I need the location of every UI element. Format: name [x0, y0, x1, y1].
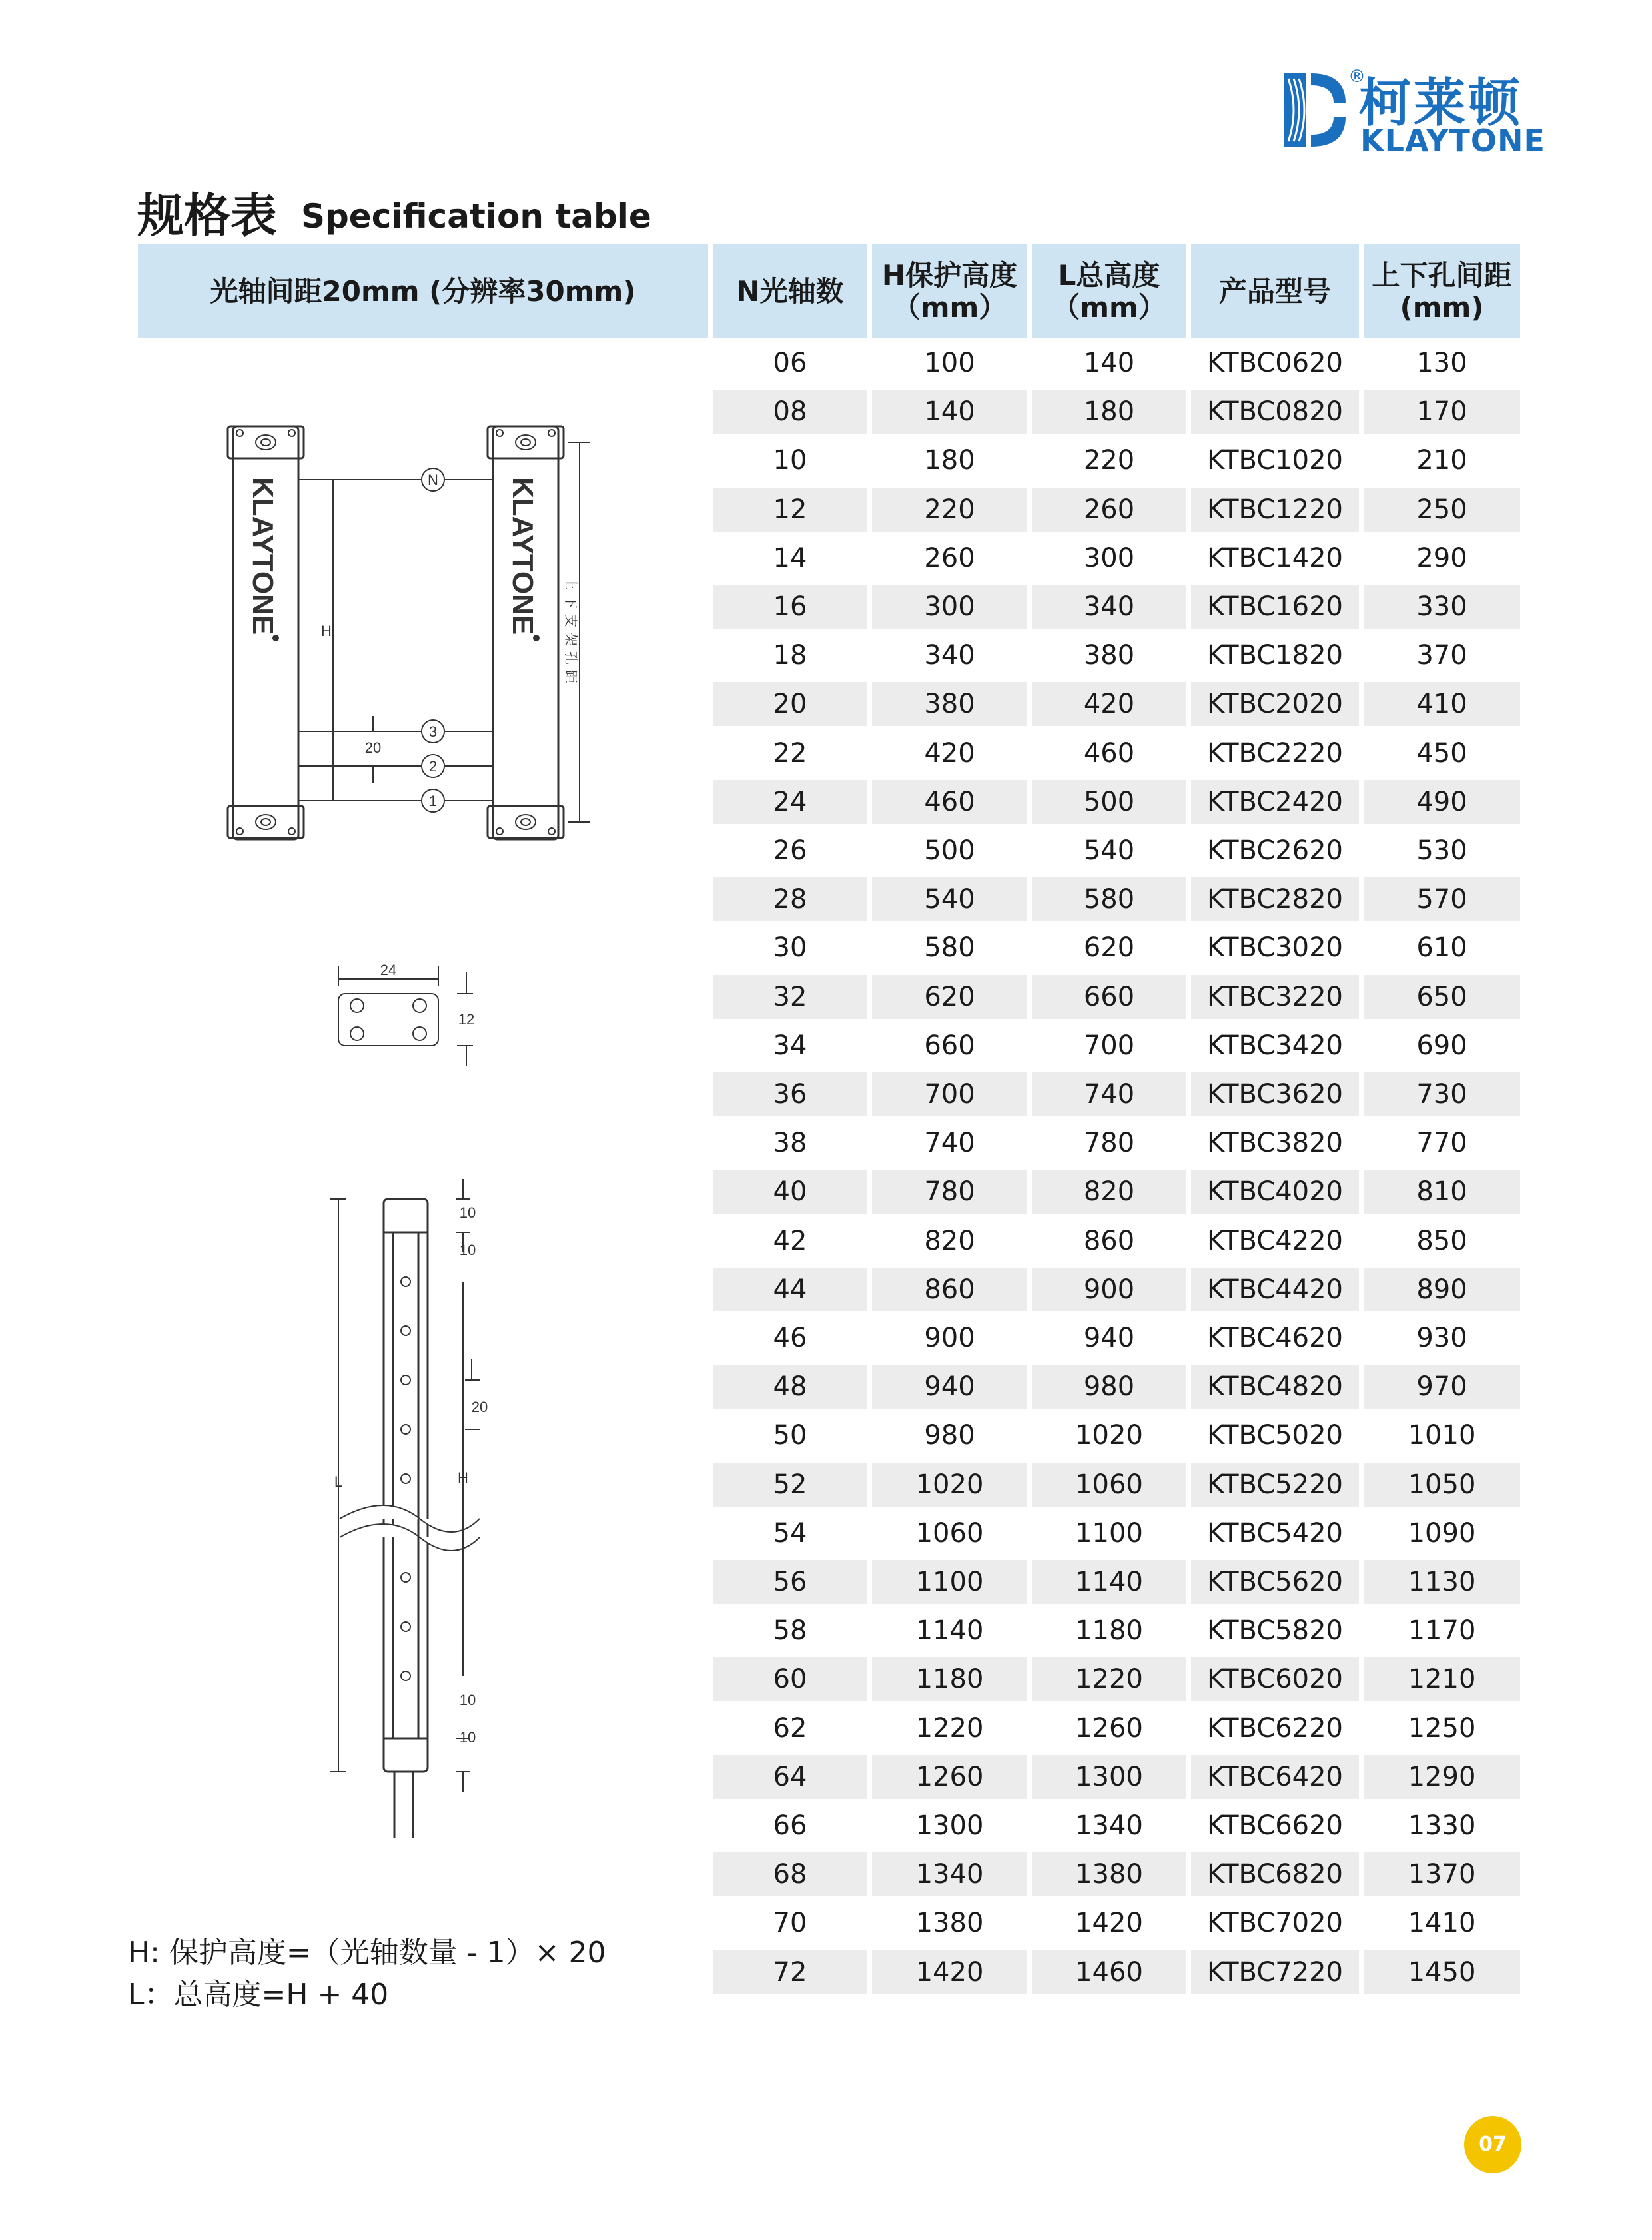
bottom-end-dim-2: 10 [459, 1729, 476, 1746]
table-row [713, 1413, 1520, 1457]
left-bottom-bracket [228, 806, 304, 838]
cell-total-height: 1180 [1075, 1615, 1143, 1647]
cell-model: KTBC5220 [1191, 1463, 1359, 1507]
cell-hole-spacing: 170 [1364, 390, 1520, 434]
cell-axis-count: 70 [773, 1908, 807, 1939]
cell-hole-spacing: 130 [1416, 348, 1467, 378]
cell-total-height: 1300 [1032, 1755, 1186, 1799]
formula-h: H: 保护高度=（光轴数量 - 1）× 20 [128, 1936, 606, 1970]
top-end-dim-2: 10 [459, 1242, 476, 1258]
cell-hole-spacing: 1330 [1408, 1810, 1476, 1841]
cell-total-height: 300 [1083, 542, 1135, 573]
cell-protection-height: 940 [872, 1365, 1027, 1409]
side-profile-diagram [320, 1172, 500, 1845]
cell-total-height: 420 [1032, 682, 1186, 726]
bracket-body [338, 994, 438, 1046]
cell-axis-count: 42 [773, 1225, 807, 1256]
cell-hole-spacing: 1290 [1364, 1755, 1520, 1799]
cell-total-height: 140 [1083, 348, 1135, 378]
cell-protection-height: 1020 [872, 1463, 1027, 1507]
cell-hole-spacing: 1250 [1408, 1712, 1476, 1744]
bracket-height-label: 12 [458, 1011, 475, 1028]
cell-total-height: 700 [1083, 1030, 1135, 1061]
pitch-label: 20 [364, 739, 382, 756]
cell-axis-count: 52 [713, 1463, 867, 1507]
cell-hole-spacing: 890 [1364, 1268, 1520, 1311]
right-bottom-bracket [488, 806, 564, 838]
cell-protection-height: 1180 [872, 1657, 1027, 1701]
cell-model: KTBC2020 [1191, 682, 1359, 726]
table-row [713, 780, 1520, 824]
cell-axis-count: 62 [773, 1712, 807, 1744]
table-row [713, 1901, 1520, 1945]
cell-model: KTBC1220 [1191, 488, 1359, 532]
cell-model: KTBC4620 [1206, 1323, 1344, 1353]
cell-total-height: 1020 [1075, 1420, 1143, 1451]
cell-total-height: 900 [1032, 1268, 1186, 1311]
cell-model: KTBC5620 [1191, 1560, 1359, 1604]
cell-model: KTBC4220 [1206, 1225, 1344, 1256]
cell-protection-height: 220 [872, 488, 1027, 532]
cell-hole-spacing: 1210 [1364, 1657, 1520, 1701]
cell-total-height: 940 [1083, 1323, 1135, 1353]
cell-total-height: 740 [1032, 1072, 1186, 1116]
header-total-height-label: L总高度 [1058, 258, 1160, 292]
cell-axis-count: 16 [713, 585, 867, 629]
table-row [713, 1219, 1520, 1263]
header-model-label: 产品型号 [1218, 274, 1331, 308]
left-top-bracket [228, 426, 304, 458]
cell-protection-height: 380 [872, 682, 1027, 726]
header-axis-count [713, 244, 867, 338]
cell-axis-count: 34 [773, 1030, 807, 1061]
cell-protection-height: 140 [872, 390, 1027, 434]
cell-model: KTBC6220 [1206, 1712, 1344, 1744]
top-end-dim-1: 10 [459, 1204, 476, 1221]
cell-protection-height: 900 [924, 1323, 975, 1353]
table-row [713, 633, 1520, 677]
formula-l: L：总高度=H + 40 [128, 1978, 389, 2012]
cell-model: KTBC6820 [1191, 1852, 1359, 1896]
cell-total-height: 260 [1032, 488, 1186, 532]
cell-hole-spacing: 210 [1416, 445, 1467, 476]
cell-total-height: 820 [1032, 1170, 1186, 1214]
hole-spacing-label: 上下支架孔距 [563, 577, 579, 689]
table-row [713, 975, 1520, 1019]
bottom-end-dim-1: 10 [459, 1692, 476, 1708]
cell-protection-height: 1380 [915, 1908, 984, 1939]
cell-model: KTBC4820 [1191, 1365, 1359, 1409]
brand-name-en: KLAYTONE [1360, 123, 1545, 159]
cell-hole-spacing: 330 [1364, 585, 1520, 629]
page-title-zh: 规格表 [137, 188, 277, 243]
header-protection-height [872, 244, 1027, 338]
table-row [713, 1365, 1520, 1409]
cell-protection-height: 180 [924, 445, 975, 476]
cell-model: KTBC0620 [1206, 348, 1344, 378]
cell-axis-count: 46 [773, 1323, 807, 1353]
cell-hole-spacing: 1370 [1364, 1852, 1520, 1896]
cell-total-height: 1100 [1075, 1517, 1143, 1549]
cell-axis-count: 08 [713, 390, 867, 434]
cell-total-height: 1140 [1032, 1560, 1186, 1604]
cell-axis-count: 14 [773, 542, 807, 573]
page-title-en: Specification table [301, 197, 651, 236]
cell-protection-height: 740 [924, 1128, 975, 1159]
cell-total-height: 220 [1083, 445, 1135, 476]
cell-total-height: 460 [1083, 737, 1135, 769]
header-protection-height-label: H保护高度 [881, 258, 1018, 292]
cell-model: KTBC1020 [1206, 445, 1344, 476]
table-row [713, 1268, 1520, 1311]
table-row [713, 341, 1520, 385]
cell-model: KTBC2220 [1206, 737, 1344, 769]
cell-model: KTBC2620 [1206, 835, 1344, 866]
beam-2-label: 2 [428, 758, 438, 775]
cell-protection-height: 660 [924, 1030, 975, 1061]
header-total-height [1032, 244, 1186, 338]
length-l-label: L [334, 1473, 343, 1490]
cell-total-height: 1260 [1075, 1712, 1143, 1744]
cell-protection-height: 580 [924, 933, 975, 964]
cell-axis-count: 12 [713, 488, 867, 532]
cell-hole-spacing: 490 [1364, 780, 1520, 824]
header-spacing-label: 光轴间距20mm (分辨率30mm) [210, 274, 636, 308]
cell-hole-spacing: 1050 [1364, 1463, 1520, 1507]
cell-axis-count: 24 [713, 780, 867, 824]
cell-hole-spacing: 970 [1364, 1365, 1520, 1409]
cell-axis-count: 60 [713, 1657, 867, 1701]
left-sensor-brand: KLAYTONE [246, 477, 279, 635]
cell-hole-spacing: 450 [1416, 737, 1467, 769]
cell-axis-count: 58 [773, 1615, 807, 1647]
cell-protection-height: 820 [924, 1225, 975, 1256]
cell-hole-spacing: 850 [1416, 1225, 1467, 1256]
cell-model: KTBC1620 [1191, 585, 1359, 629]
cell-hole-spacing: 1450 [1364, 1950, 1520, 1994]
table-row [713, 877, 1520, 921]
cell-hole-spacing: 1010 [1408, 1420, 1476, 1451]
cell-protection-height: 1260 [872, 1755, 1027, 1799]
cell-hole-spacing: 1090 [1408, 1517, 1476, 1549]
cell-model: KTBC2820 [1191, 877, 1359, 921]
side-pitch-label: 20 [471, 1399, 488, 1415]
beam-1-label: 1 [428, 793, 438, 809]
cell-protection-height: 700 [872, 1072, 1027, 1116]
cell-axis-count: 06 [773, 348, 807, 378]
header-total-height-unit: （mm） [1052, 290, 1166, 324]
cell-model: KTBC4020 [1191, 1170, 1359, 1214]
cell-hole-spacing: 1410 [1408, 1908, 1476, 1939]
table-row [713, 488, 1520, 532]
table-row [713, 1706, 1520, 1750]
cell-model: KTBC6620 [1206, 1810, 1344, 1841]
cell-model: KTBC5420 [1206, 1517, 1344, 1549]
table-row [713, 1852, 1520, 1896]
cell-hole-spacing: 410 [1364, 682, 1520, 726]
cell-model: KTBC5820 [1206, 1615, 1344, 1647]
table-row [713, 1024, 1520, 1068]
beam-3-label: 3 [428, 723, 438, 740]
cell-total-height: 540 [1083, 835, 1135, 866]
cell-protection-height: 1420 [872, 1950, 1027, 1994]
cell-axis-count: 44 [713, 1268, 867, 1311]
cell-hole-spacing: 370 [1416, 640, 1467, 671]
table-row [713, 1463, 1520, 1507]
right-sensor-brand: KLAYTONE [506, 477, 539, 635]
page-number-badge: 07 [1464, 2116, 1521, 2173]
header-spacing [138, 244, 708, 338]
cell-hole-spacing: 930 [1416, 1323, 1467, 1353]
cell-hole-spacing: 570 [1364, 877, 1520, 921]
right-top-bracket [488, 426, 564, 458]
sensor-pair-diagram [226, 413, 600, 853]
header-hole-spacing-unit: (mm) [1400, 290, 1484, 324]
profile-body [384, 1199, 428, 1772]
cell-hole-spacing: 770 [1416, 1128, 1467, 1159]
header-model [1191, 244, 1359, 338]
header-hole-spacing-label: 上下孔间距 [1372, 258, 1512, 292]
cell-protection-height: 1100 [872, 1560, 1027, 1604]
cell-total-height: 500 [1032, 780, 1186, 824]
cell-axis-count: 18 [773, 640, 807, 671]
cell-axis-count: 72 [713, 1950, 867, 1994]
cell-protection-height: 300 [872, 585, 1027, 629]
cell-model: KTBC7020 [1206, 1908, 1344, 1939]
cell-hole-spacing: 810 [1364, 1170, 1520, 1214]
height-h-side-label: H [458, 1469, 468, 1486]
cell-hole-spacing: 290 [1416, 542, 1467, 573]
cell-protection-height: 540 [872, 877, 1027, 921]
cell-model: KTBC3820 [1206, 1128, 1344, 1159]
cell-protection-height: 420 [924, 737, 975, 769]
registered-mark: ® [1348, 67, 1366, 87]
cell-protection-height: 780 [872, 1170, 1027, 1214]
cell-model: KTBC1420 [1206, 542, 1344, 573]
cell-model: KTBC6420 [1191, 1755, 1359, 1799]
table-row [713, 1316, 1520, 1360]
table-row [713, 1121, 1520, 1165]
cell-axis-count: 36 [713, 1072, 867, 1116]
cell-axis-count: 50 [773, 1420, 807, 1451]
table-row [713, 682, 1520, 726]
beam-n-label: N [428, 472, 438, 488]
cell-axis-count: 66 [773, 1810, 807, 1841]
cell-protection-height: 1140 [915, 1615, 984, 1647]
table-row [713, 829, 1520, 873]
cell-axis-count: 26 [773, 835, 807, 866]
cell-protection-height: 460 [872, 780, 1027, 824]
cell-model: KTBC3420 [1206, 1030, 1344, 1061]
table-row [713, 1511, 1520, 1555]
table-row [713, 1950, 1520, 1994]
cell-axis-count: 40 [713, 1170, 867, 1214]
cell-total-height: 1460 [1032, 1950, 1186, 1994]
cell-model: KTBC3220 [1191, 975, 1359, 1019]
table-row [713, 1755, 1520, 1799]
cell-axis-count: 22 [773, 737, 807, 769]
cell-hole-spacing: 1170 [1408, 1615, 1476, 1647]
cell-total-height: 380 [1083, 640, 1135, 671]
cell-model: KTBC3020 [1206, 933, 1344, 964]
table-row [713, 1657, 1520, 1701]
table-row [713, 1804, 1520, 1848]
cell-axis-count: 48 [713, 1365, 867, 1409]
cell-protection-height: 1340 [872, 1852, 1027, 1896]
cell-protection-height: 860 [872, 1268, 1027, 1311]
cell-total-height: 580 [1032, 877, 1186, 921]
cell-axis-count: 30 [773, 933, 807, 964]
cell-model: KTBC7220 [1191, 1950, 1359, 1994]
cell-model: KTBC6020 [1191, 1657, 1359, 1701]
cell-hole-spacing: 690 [1416, 1030, 1467, 1061]
cell-total-height: 620 [1083, 933, 1135, 964]
bracket-diagram [326, 959, 493, 1076]
cell-axis-count: 10 [773, 445, 807, 476]
cell-hole-spacing: 610 [1416, 933, 1467, 964]
brand-name-zh: 柯莱顿 [1359, 73, 1523, 133]
cell-hole-spacing: 250 [1364, 488, 1520, 532]
cell-total-height: 340 [1032, 585, 1186, 629]
height-h-label: H [321, 623, 332, 639]
cell-axis-count: 38 [773, 1128, 807, 1159]
cell-hole-spacing: 730 [1364, 1072, 1520, 1116]
cell-model: KTBC2420 [1191, 780, 1359, 824]
cell-protection-height: 1220 [915, 1712, 984, 1744]
table-row [713, 1170, 1520, 1214]
cell-protection-height: 100 [924, 348, 975, 378]
cell-total-height: 1340 [1075, 1810, 1143, 1841]
cell-axis-count: 68 [713, 1852, 867, 1896]
cell-axis-count: 20 [713, 682, 867, 726]
cell-axis-count: 32 [713, 975, 867, 1019]
cell-protection-height: 980 [924, 1420, 975, 1451]
klaytone-logo-icon [1279, 67, 1354, 153]
cell-hole-spacing: 650 [1364, 975, 1520, 1019]
cell-model: KTBC1820 [1206, 640, 1344, 671]
cell-axis-count: 64 [713, 1755, 867, 1799]
bracket-width-label: 24 [380, 962, 397, 978]
table-row [713, 1072, 1520, 1116]
table-row [713, 536, 1520, 580]
cell-protection-height: 620 [872, 975, 1027, 1019]
cell-protection-height: 1300 [915, 1810, 984, 1841]
cell-total-height: 660 [1032, 975, 1186, 1019]
table-row [713, 731, 1520, 775]
cell-hole-spacing: 530 [1416, 835, 1467, 866]
cell-model: KTBC3620 [1191, 1072, 1359, 1116]
table-row [713, 390, 1520, 434]
cell-axis-count: 28 [713, 877, 867, 921]
cell-total-height: 860 [1083, 1225, 1135, 1256]
table-row [713, 585, 1520, 629]
cell-model: KTBC4420 [1191, 1268, 1359, 1311]
cell-axis-count: 54 [773, 1517, 807, 1549]
header-hole-spacing [1364, 244, 1520, 338]
table-row [713, 926, 1520, 970]
cell-total-height: 780 [1083, 1128, 1135, 1159]
cell-total-height: 1060 [1032, 1463, 1186, 1507]
table-row [713, 1560, 1520, 1604]
cell-total-height: 180 [1032, 390, 1186, 434]
cell-protection-height: 500 [924, 835, 975, 866]
cell-total-height: 980 [1032, 1365, 1186, 1409]
brand-logo [1279, 67, 1545, 160]
cell-protection-height: 1060 [915, 1517, 984, 1549]
table-row [713, 438, 1520, 482]
table-row [713, 1609, 1520, 1653]
cell-protection-height: 340 [924, 640, 975, 671]
cell-model: KTBC0820 [1191, 390, 1359, 434]
cell-total-height: 1420 [1075, 1908, 1143, 1939]
cell-hole-spacing: 1130 [1364, 1560, 1520, 1604]
cell-axis-count: 56 [713, 1560, 867, 1604]
cell-total-height: 1380 [1032, 1852, 1186, 1896]
cell-model: KTBC5020 [1206, 1420, 1344, 1451]
header-protection-height-unit: （mm） [892, 290, 1007, 324]
cell-total-height: 1220 [1032, 1657, 1186, 1701]
cell-protection-height: 260 [924, 542, 975, 573]
header-axis-count-label: N光轴数 [736, 274, 844, 308]
